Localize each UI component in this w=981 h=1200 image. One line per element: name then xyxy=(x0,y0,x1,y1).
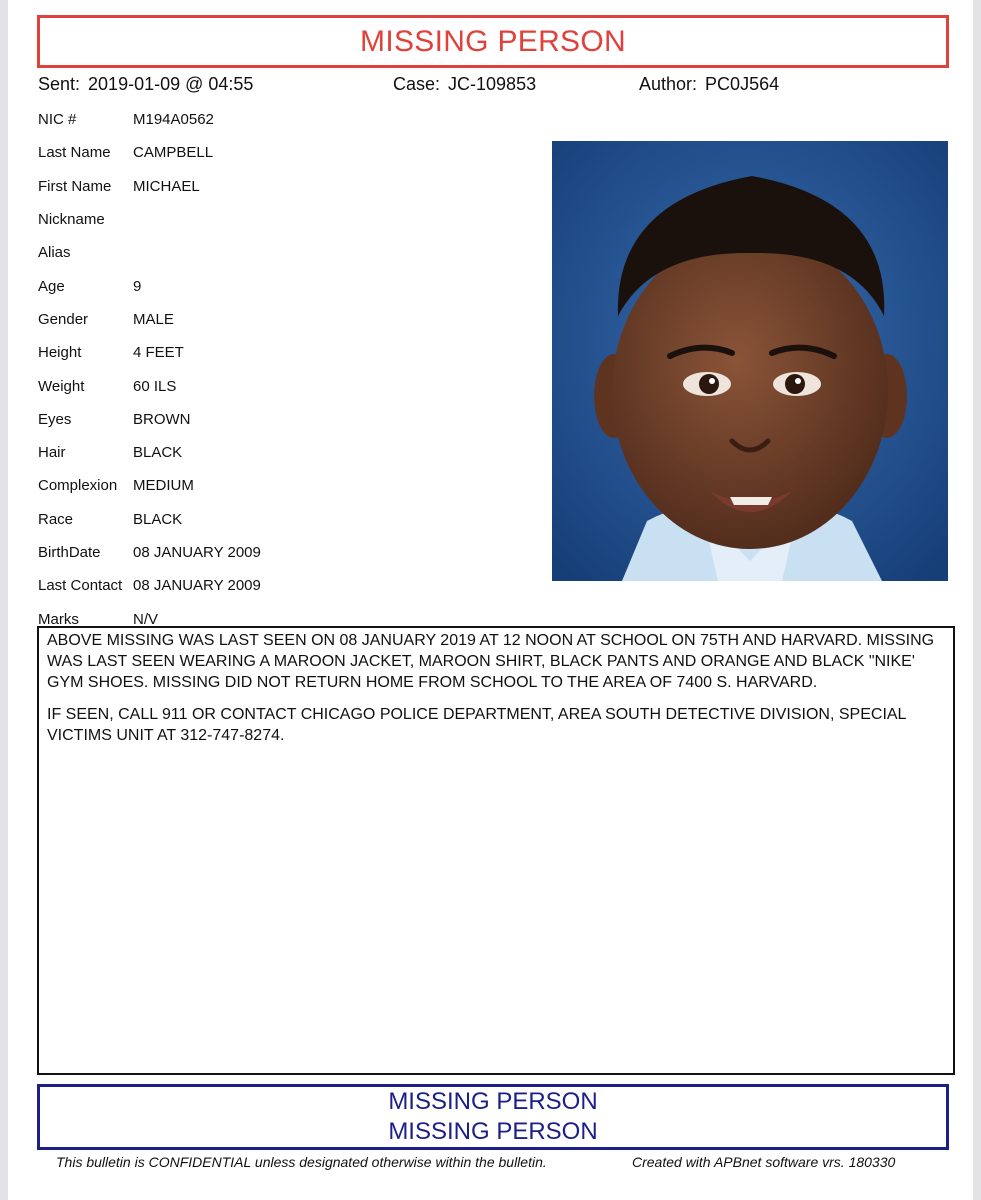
field-hair xyxy=(38,436,518,469)
field-value: 4 FEET xyxy=(133,344,184,362)
field-birthdate xyxy=(38,536,518,569)
field-label: Age xyxy=(38,277,65,295)
field-label: Height xyxy=(38,344,82,362)
bottom-banner-line-2: MISSING PERSON xyxy=(388,1118,598,1145)
field-gender xyxy=(38,303,518,336)
field-label: First Name xyxy=(38,177,112,195)
field-complexion xyxy=(38,469,518,502)
field-label: Gender xyxy=(38,310,89,328)
field-age xyxy=(38,269,518,302)
field-label: Race xyxy=(38,510,74,528)
field-label: Nickname xyxy=(38,211,105,229)
field-label: Last Name xyxy=(38,144,111,162)
bulletin-title: MISSING PERSON xyxy=(37,15,949,68)
narrative-contact: IF SEEN, CALL 911 OR CONTACT CHICAGO POLICE DEPARTMENT, AREA SOUTH DETECTIVE DIVISION, SPECIAL VICTIMS UNIT AT 312-747-8274. xyxy=(47,706,906,744)
author-label: Author: xyxy=(639,74,698,94)
bottom-banner-line-1: MISSING PERSON xyxy=(388,1088,598,1115)
field-last-contact xyxy=(38,569,518,602)
field-last-name xyxy=(38,136,518,169)
field-label: Complexion xyxy=(38,477,118,495)
field-value: CAMPBELL xyxy=(133,144,214,162)
field-weight xyxy=(38,369,518,402)
portrait-illustration xyxy=(552,141,948,581)
field-label: Marks xyxy=(38,610,79,628)
field-value: MEDIUM xyxy=(133,477,194,495)
field-value: BROWN xyxy=(133,410,191,428)
field-nickname xyxy=(38,203,518,236)
field-nic xyxy=(38,103,518,136)
bottom-banner xyxy=(37,1084,949,1150)
field-value: 60 ILS xyxy=(133,377,177,395)
author-info xyxy=(639,74,779,95)
field-label: Weight xyxy=(38,377,85,395)
field-label: Hair xyxy=(38,444,66,462)
field-label: Last Contact xyxy=(38,577,123,595)
field-value: 08 JANUARY 2009 xyxy=(133,544,261,561)
field-first-name xyxy=(38,170,518,203)
field-race xyxy=(38,503,518,536)
field-value: M194A0562 xyxy=(133,111,214,129)
field-label: Alias xyxy=(38,244,71,262)
case-info xyxy=(393,74,536,95)
field-height xyxy=(38,336,518,369)
author-value: PC0J564 xyxy=(705,74,780,94)
field-value: N/V xyxy=(133,610,159,628)
software-credit: Created with APBnet software vrs. 180330 xyxy=(632,1154,896,1170)
missing-person-photo xyxy=(552,141,948,581)
field-value: MALE xyxy=(133,310,174,328)
bulletin-sheet xyxy=(8,0,973,1200)
person-details xyxy=(38,103,518,636)
sent-info xyxy=(38,74,253,95)
case-label: Case: xyxy=(393,74,441,94)
field-value: MICHAEL xyxy=(133,177,200,195)
sent-label: Sent: xyxy=(38,74,81,94)
confidential-notice: This bulletin is CONFIDENTIAL unless designated otherwise within the bulletin. xyxy=(56,1154,547,1170)
field-eyes xyxy=(38,403,518,436)
field-value: 9 xyxy=(133,277,142,295)
field-value: BLACK xyxy=(133,444,183,462)
field-alias xyxy=(38,236,518,269)
narrative-last-seen: ABOVE MISSING WAS LAST SEEN ON 08 JANUARY 2019 AT 12 NOON AT SCHOOL ON 75TH AND HARVARD. MISSING WAS LAST SEEN WEARING A MAROON JACKET, MAROON SHIRT, BLACK PANTS AND ORANGE AND BLACK "NIKE' GYM SHOES. MISSING DID NOT RETURN HOME FROM SCHOOL TO THE AREA OF 7400 S. HARVARD. xyxy=(47,632,935,691)
case-value: JC-109853 xyxy=(448,74,537,94)
sent-value: 2019-01-09 @ 04:55 xyxy=(88,74,254,94)
field-label: BirthDate xyxy=(38,544,101,561)
field-value: 08 JANUARY 2009 xyxy=(133,577,261,595)
field-label: NIC # xyxy=(38,111,77,129)
narrative-box xyxy=(37,626,955,1075)
field-label: Eyes xyxy=(38,410,72,428)
field-value: BLACK xyxy=(133,510,183,528)
